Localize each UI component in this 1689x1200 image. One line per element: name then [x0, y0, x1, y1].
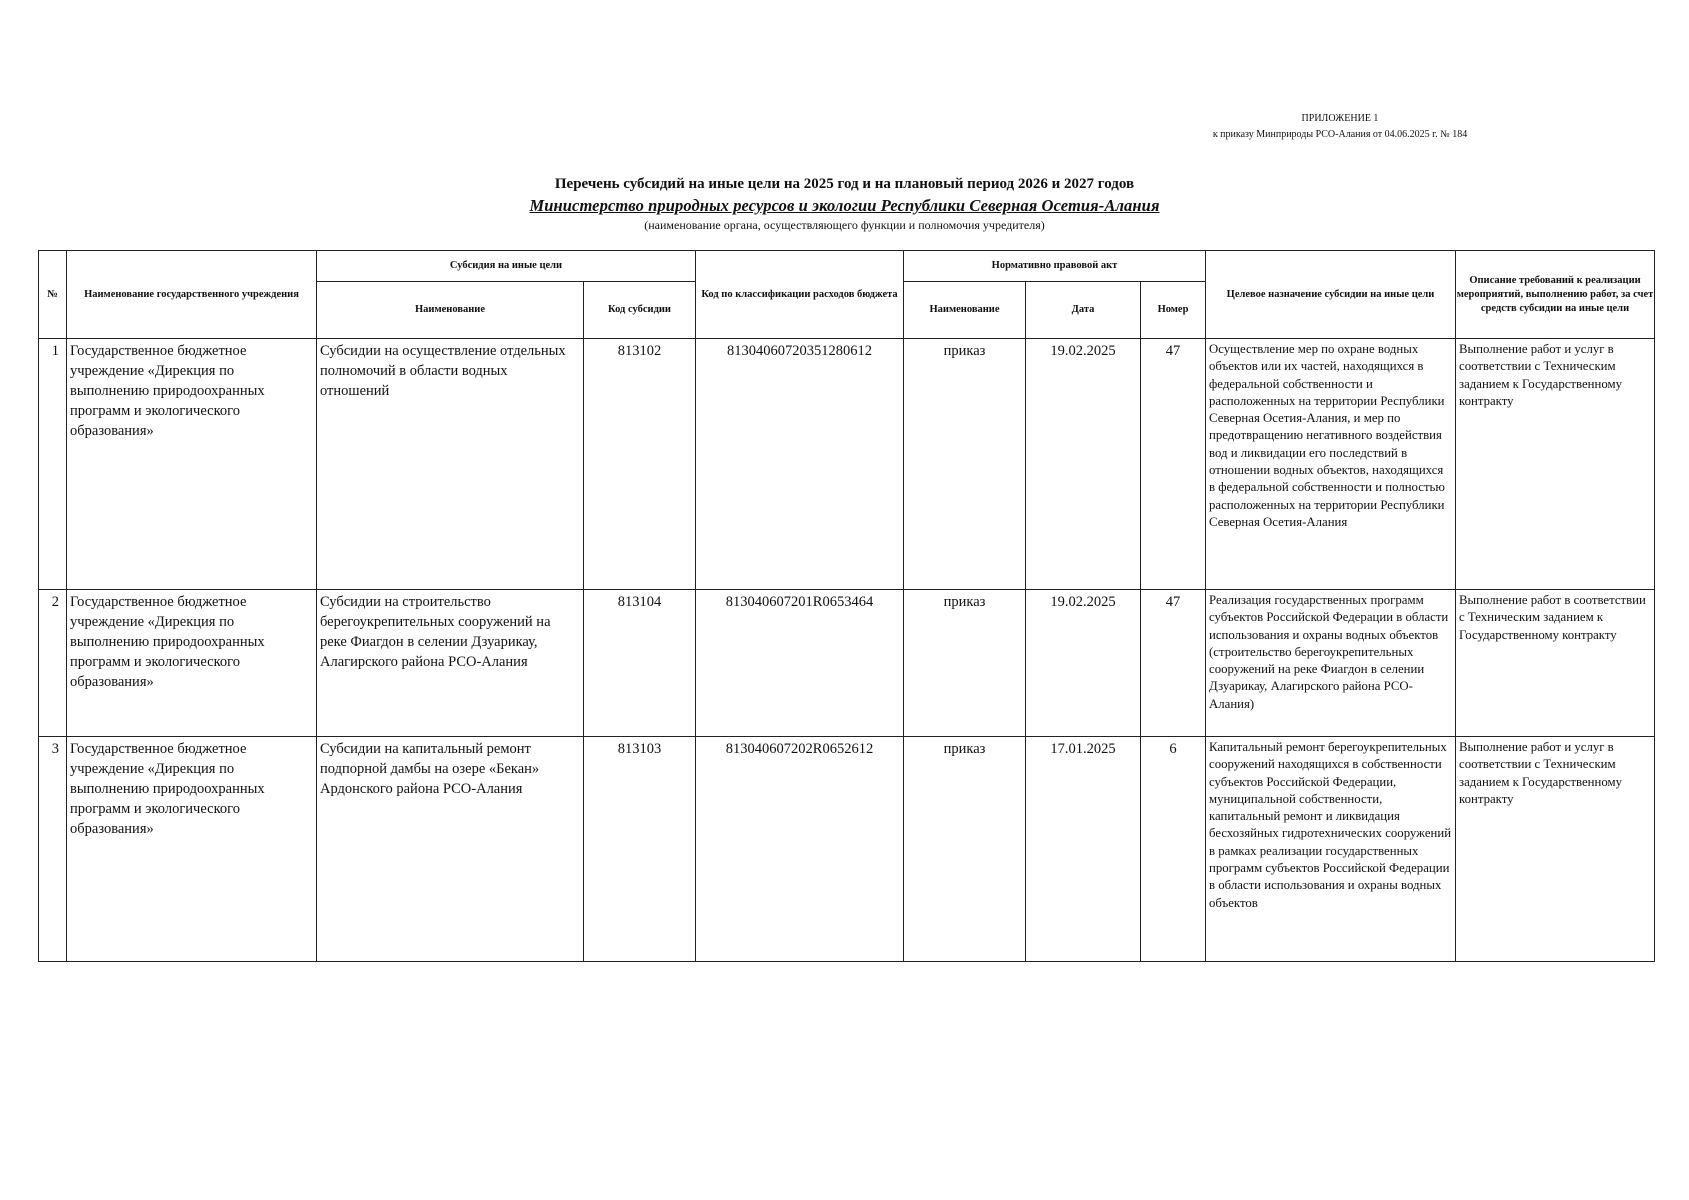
- header-subsidy-name: Наименование: [317, 282, 584, 339]
- header-act-group: Нормативно правовой акт: [904, 251, 1206, 282]
- row-requirements: Выполнение работ и услуг в соответствии с Техническим заданием к Государственному контракту: [1459, 740, 1622, 806]
- row-subsidy-code: 813102: [617, 343, 662, 359]
- row-budget-code: 81304060720351280612: [727, 343, 872, 359]
- header-requirements: Описание требований к реализации мероприятий, выполнению работ, за счет средств субсидии на иные цели: [1456, 251, 1655, 339]
- table-row: [39, 590, 1655, 737]
- row-institution: Государственное бюджетное учреждение «Дирекция по выполнению природоохранных программ и экологического образования»: [70, 741, 265, 837]
- row-subsidy-name: Субсидии на осуществление отдельных полномочий в области водных отношений: [320, 343, 566, 399]
- row-act-name: приказ: [943, 343, 986, 359]
- ministry-caption: (наименование органа, осуществляющего функции и полномочия учредителя): [644, 218, 1045, 232]
- row-act-number: 47: [1165, 594, 1181, 610]
- row-requirements: Выполнение работ и услуг в соответствии с Техническим заданием к Государственному контракту: [1459, 342, 1622, 408]
- row-num: 3: [51, 741, 59, 757]
- row-requirements: Выполнение работ в соответствии с Техническим заданием к Государственному контракту: [1459, 593, 1646, 642]
- header-budget-code: Код по классификации расходов бюджета: [696, 251, 904, 339]
- row-act-number: 47: [1165, 343, 1181, 359]
- row-institution: Государственное бюджетное учреждение «Дирекция по выполнению природоохранных программ и экологического образования»: [70, 594, 265, 690]
- row-act-date: 19.02.2025: [1050, 343, 1116, 359]
- document-title: Перечень субсидий на иные цели на 2025 год и на плановый период 2026 и 2027 годов: [554, 176, 1135, 192]
- row-purpose: Реализация государственных программ субъектов Российской Федерации в области использования и охраны водных объектов (строительство берегоукрепительных сооружений на реке Фиагдон в селении Дзуарикау, Алагирского района РСО-Алания): [1209, 593, 1449, 711]
- row-subsidy-code: 813103: [617, 741, 662, 757]
- header-act-date: Дата: [1026, 282, 1141, 339]
- row-num: 1: [51, 343, 59, 359]
- row-subsidy-name: Субсидии на строительство берегоукрепительных сооружений на реке Фиагдон в селении Дзуарикау, Алагирского района РСО-Алания: [320, 594, 551, 670]
- header-num: №: [39, 251, 67, 339]
- row-act-number: 6: [1169, 741, 1177, 757]
- table-row: [39, 737, 1655, 962]
- row-subsidy-code: 813104: [617, 594, 662, 610]
- header-act-number: Номер: [1141, 282, 1206, 339]
- header-act-name: Наименование: [904, 282, 1026, 339]
- table-row: [39, 339, 1655, 590]
- row-num: 2: [51, 594, 59, 610]
- appendix-label: ПРИЛОЖЕНИЕ 1: [1301, 113, 1379, 124]
- row-purpose: Капитальный ремонт берегоукрепительных сооружений находящихся в собственности субъектов Российской Федерации, муниципальной собственности, капитальный ремонт и ликвидация бесхозяйных гидротехнических сооружений в рамках реализации государственных программ субъектов Российской Федерации в области использования и охраны водных объектов: [1209, 740, 1452, 910]
- subsidies-table: [38, 250, 1655, 962]
- header-institution: Наименование государственного учреждения: [67, 251, 317, 339]
- header-purpose: Целевое назначение субсидии на иные цели: [1206, 251, 1456, 339]
- header-subsidy-group: Субсидия на иные цели: [317, 251, 696, 282]
- row-act-name: приказ: [943, 741, 986, 757]
- row-budget-code: 813040607201R0653464: [725, 594, 874, 610]
- row-institution: Государственное бюджетное учреждение «Дирекция по выполнению природоохранных программ и экологического образования»: [70, 343, 265, 439]
- row-purpose: Осуществление мер по охране водных объектов или их частей, находящихся в федеральной собственности и расположенных на территории Республики Северная Осетия-Алания, и мер по предотвращению негативного воздействия вод и ликвидации его последствий в отношении водных объектов, находящихся в федеральной собственности и полностью расположенных на территории Республики Северная Осетия-Алания: [1209, 342, 1445, 529]
- row-budget-code: 813040607202R0652612: [725, 741, 874, 757]
- ministry-name: Министерство природных ресурсов и экологии Республики Северная Осетия-Алания: [529, 196, 1160, 215]
- row-act-date: 17.01.2025: [1050, 741, 1116, 757]
- row-subsidy-name: Субсидии на капитальный ремонт подпорной дамбы на озере «Бекан» Ардонского района РСО-Алания: [320, 741, 540, 797]
- appendix-order-reference: к приказу Минприроды РСО-Алания от 04.06.2025 г. № 184: [1212, 129, 1468, 140]
- row-act-name: приказ: [943, 594, 986, 610]
- row-act-date: 19.02.2025: [1050, 594, 1116, 610]
- header-subsidy-code: Код субсидии: [584, 282, 696, 339]
